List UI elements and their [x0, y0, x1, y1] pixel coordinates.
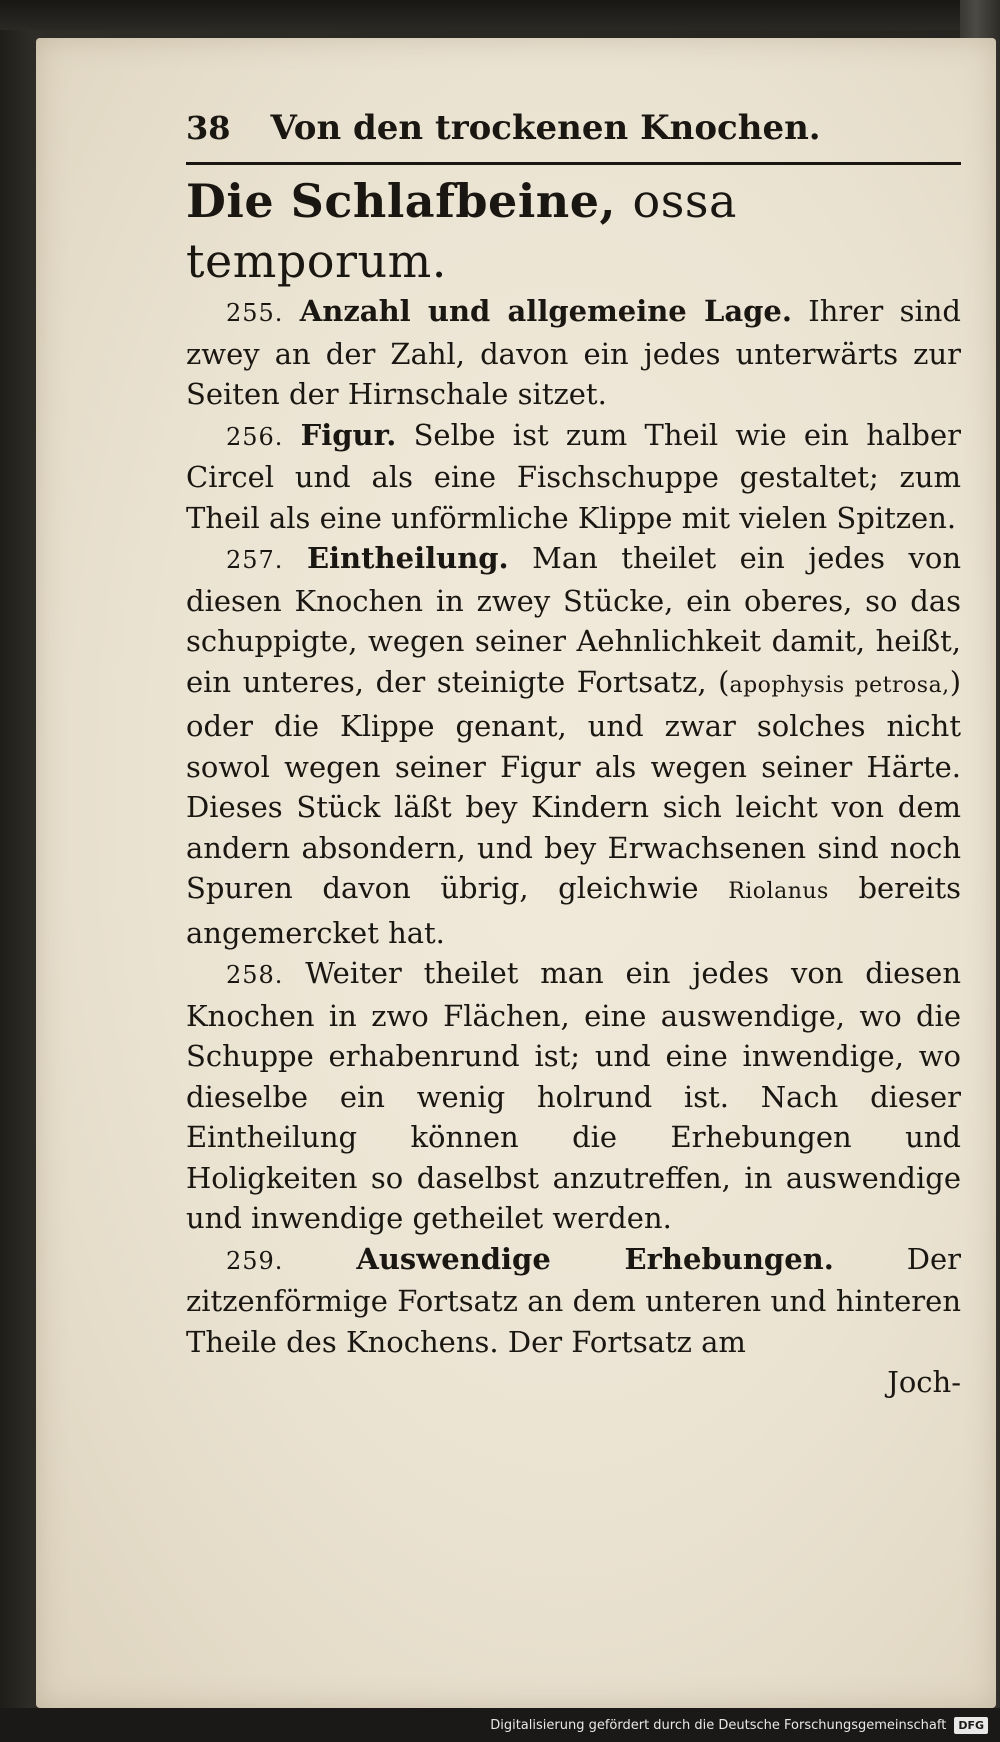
- paragraph-heading: Anzahl und allgemeine Lage.: [299, 294, 792, 328]
- book-page: [36, 38, 996, 1708]
- catchword: Joch-: [887, 1365, 961, 1399]
- page-number: 38: [186, 109, 231, 147]
- paragraph-259: [186, 1239, 961, 1363]
- paragraph-text: bereits angemercket hat.: [186, 871, 962, 950]
- latin-term: apophysis petrosa,: [729, 672, 950, 698]
- paragraph-257: [186, 538, 961, 953]
- dfg-logo-icon: DFG: [954, 1717, 988, 1734]
- paragraph-text: Selbe ist zum Theil wie ein halber Circel und als eine Fischschuppe gestaltet; zum Theil als eine unförmliche Klippe mit vielen Spitzen.: [186, 417, 962, 535]
- paragraph-258: [186, 953, 961, 1239]
- paragraph-text: ) oder die Klippe genant, und zwar solches nicht sowol wegen seiner Figur als wegen seiner Härte. Dieses Stück läßt bey Kindern sich leicht von dem andern absondern, und bey Erwachsenen sind noch Spuren davon übrig, gleichwie: [186, 664, 962, 905]
- paragraph-number: 256.: [226, 422, 284, 451]
- paragraph-text: Man theilet ein jedes von diesen Knochen in zwey Stücke, ein oberes, so das schuppigte, wegen seiner Aehnlichkeit damit, heißt, ein unteres, der steinigte Fortsatz, (: [186, 541, 962, 699]
- paragraph-number: 259.: [226, 1246, 284, 1275]
- scan-top-edge: [0, 0, 1000, 30]
- paragraph-text: Weiter theilet man ein jedes von diesen Knochen in zwo Flächen, eine auswendige, wo die Schuppe erhabenrund ist; und eine inwendige, wo dieselbe ein wenig holrund ist. Nach dieser Eintheilung können die Erhebungen und Holigkeiten so daselbst anzutreffen, in auswendige und inwendige getheilet werden.: [186, 956, 962, 1235]
- paragraph-heading: Figur.: [300, 417, 397, 452]
- author-name: Riolanus: [728, 879, 829, 904]
- page-text-block: [186, 108, 991, 1402]
- paragraph-number: 257.: [226, 546, 284, 574]
- digitization-footer: [0, 1708, 1000, 1742]
- paragraph-256: [186, 415, 961, 539]
- section-title-latin: ossa temporum.: [186, 174, 737, 288]
- paragraph-text: Ihrer sind zwey an der Zahl, davon ein jedes unterwärts zur Seiten der Hirnschale sitzet.: [186, 294, 961, 411]
- section-title-german: Die Schlafbeine,: [186, 174, 617, 228]
- running-head: [186, 108, 991, 158]
- paragraph-text: Der zitzenförmige Fortsatz an dem unteren und hinteren Theile des Knochens. Der Fortsatz am: [186, 1241, 962, 1359]
- paragraph-heading: Auswendige Erhebungen.: [356, 1241, 834, 1276]
- paragraph-number: 255.: [226, 299, 284, 327]
- section-title: [186, 171, 991, 291]
- paragraph-255: [186, 291, 961, 415]
- paragraph-heading: Eintheilung.: [306, 541, 509, 575]
- footer-credit: Digitalisierung gefördert durch die Deutsche Forschungsgemeinschaft: [490, 1717, 947, 1733]
- running-title: Von den trockenen Knochen.: [270, 108, 821, 148]
- paragraph-number: 258.: [226, 961, 284, 989]
- header-rule: [186, 162, 961, 165]
